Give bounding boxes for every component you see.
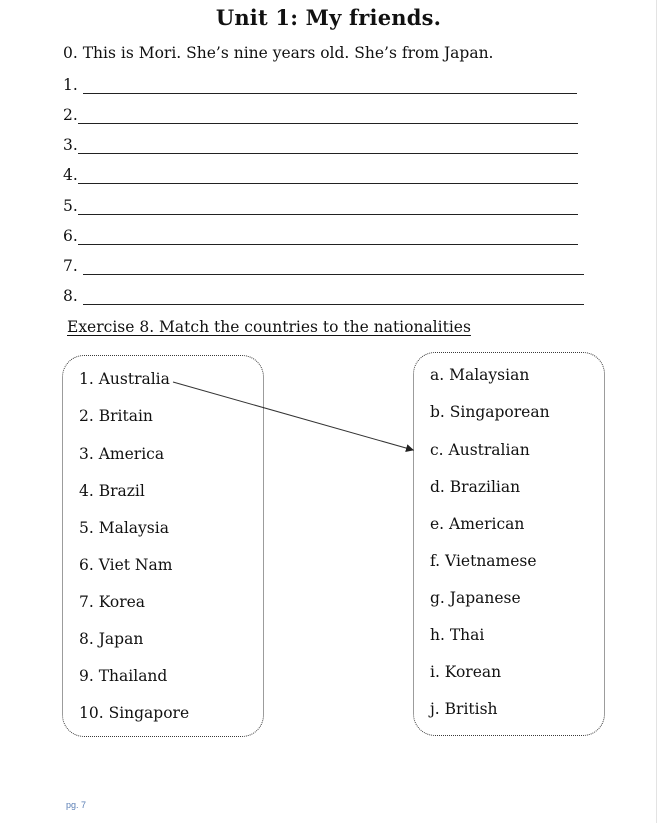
answer-line-number: 4. <box>63 166 78 184</box>
answer-line-number: 8. <box>63 287 78 305</box>
answer-rule <box>83 274 584 275</box>
country-item[interactable]: 8. Japan <box>79 630 144 648</box>
page-number: pg. 7 <box>66 800 87 810</box>
country-item[interactable]: 9. Thailand <box>79 667 168 685</box>
country-item[interactable]: 7. Korea <box>79 593 146 611</box>
nationality-item[interactable]: b. Singaporean <box>430 403 550 421</box>
nationality-item[interactable]: g. Japanese <box>430 589 521 607</box>
answer-line-number: 5. <box>63 197 78 215</box>
example-sentence: 0. This is Mori. She’s nine years old. She’s from Japan. <box>63 44 494 62</box>
country-item[interactable]: 6. Viet Nam <box>79 556 173 574</box>
answer-line-number: 7. <box>63 257 78 275</box>
answer-rule <box>83 93 577 94</box>
page-title: Unit 1: My friends. <box>215 5 442 30</box>
nationality-item[interactable]: i. Korean <box>430 663 502 681</box>
nationality-item[interactable]: a. Malaysian <box>430 366 530 384</box>
nationality-item[interactable]: f. Vietnamese <box>430 552 537 570</box>
answer-line-number: 1. <box>63 76 78 94</box>
country-item[interactable]: 1. Australia <box>79 370 170 388</box>
answer-line-number: 3. <box>63 136 78 154</box>
answer-rule <box>78 214 578 215</box>
answer-rule <box>78 153 578 154</box>
nationality-item[interactable]: j. British <box>430 700 498 718</box>
answer-rule <box>78 183 578 184</box>
nationality-item[interactable]: e. American <box>430 515 525 533</box>
exercise-heading: Exercise 8. Match the countries to the nationalities <box>67 318 471 336</box>
nationality-item[interactable]: h. Thai <box>430 626 485 644</box>
answer-rule <box>78 244 578 245</box>
country-item[interactable]: 5. Malaysia <box>79 519 169 537</box>
country-item[interactable]: 10. Singapore <box>79 704 190 722</box>
answer-line-number: 6. <box>63 227 78 245</box>
country-item[interactable]: 2. Britain <box>79 407 153 425</box>
nationality-item[interactable]: c. Australian <box>430 441 530 459</box>
country-item[interactable]: 4. Brazil <box>79 482 145 500</box>
country-item[interactable]: 3. America <box>79 445 165 463</box>
answer-rule <box>78 123 578 124</box>
nationality-item[interactable]: d. Brazilian <box>430 478 521 496</box>
answer-rule <box>83 304 584 305</box>
answer-line-number: 2. <box>63 106 78 124</box>
